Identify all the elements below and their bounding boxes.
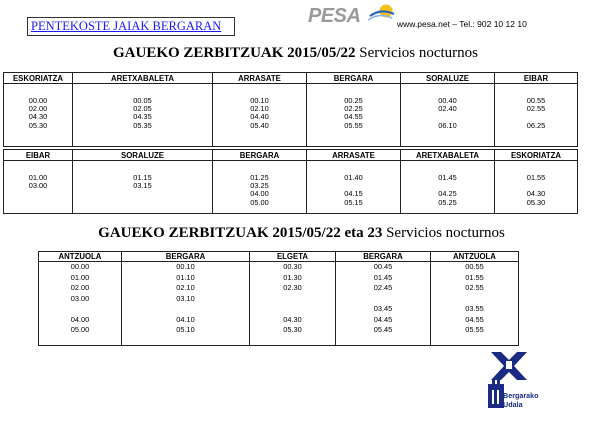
time-column	[307, 161, 401, 214]
column-header: ESKORIATZA	[495, 150, 578, 161]
pesa-sun-icon	[366, 2, 396, 24]
crest-label-line1: Bergarako	[503, 391, 539, 400]
time-column	[336, 262, 431, 346]
time-cell: 01.15	[133, 173, 152, 182]
time-cell: 04.00	[70, 314, 90, 324]
time-cell: 04.40	[250, 112, 269, 122]
column-header: ARRASATE	[307, 150, 401, 161]
time-cell: 02.00	[28, 104, 48, 114]
time-cell: 02.10	[250, 104, 269, 114]
section2-heading-main: GAUEKO ZERBITZUAK 2015/05/22 eta 23	[98, 225, 383, 241]
time-cell: 01.00	[28, 173, 48, 182]
time-column	[4, 84, 73, 147]
column-header: ESKORIATZA	[4, 73, 73, 84]
time-column	[213, 161, 307, 214]
time-cell: 01.45	[373, 272, 393, 282]
column-header: BERGARA	[213, 150, 307, 161]
time-column	[39, 262, 122, 346]
time-column	[307, 84, 401, 147]
time-cell: 02.40	[438, 104, 457, 114]
time-cell: 05.30	[283, 325, 302, 334]
time-cell: 00.00	[28, 96, 48, 105]
time-cell: 04.45	[373, 314, 393, 324]
time-cell: 03.00	[70, 293, 90, 303]
time-cell: 02.30	[283, 283, 302, 292]
time-cell: 04.00	[250, 189, 269, 199]
column-header: ARETXABALETA	[401, 150, 495, 161]
time-cell: 00.10	[250, 96, 269, 105]
time-cell: 04.30	[526, 189, 546, 199]
time-cell: 03.45	[373, 304, 393, 313]
time-cell: 05.45	[373, 325, 393, 334]
time-cell: 05.25	[438, 197, 457, 207]
time-cell: 02.00	[70, 283, 90, 292]
time-cell: 00.55	[526, 96, 546, 105]
column-header: ANTZUOLA	[39, 252, 122, 262]
time-cell: 04.55	[344, 112, 363, 122]
time-cell: 04.15	[344, 189, 363, 199]
time-cell: 03.25	[250, 181, 269, 191]
time-column	[213, 84, 307, 147]
column-header: BERGARA	[307, 73, 401, 84]
time-cell	[250, 295, 335, 306]
time-column	[401, 84, 495, 147]
column-header: SORALUZE	[401, 73, 495, 84]
column-header: BERGARA	[122, 252, 250, 262]
column-header: SORALUZE	[73, 150, 213, 161]
pesa-logo-text: PESA	[308, 5, 361, 27]
time-cell: 05.00	[70, 325, 90, 334]
bergara-council-label	[503, 391, 539, 409]
time-cell: 01.25	[250, 173, 269, 182]
time-cell: 00.30	[283, 262, 302, 271]
time-cell: 05.55	[344, 120, 363, 130]
time-cell: 03.15	[133, 181, 152, 191]
time-column	[73, 161, 213, 214]
time-cell: 02.55	[465, 283, 484, 292]
column-header: ELGETA	[250, 252, 336, 262]
section2-heading-sub: Servicios nocturnos	[386, 225, 505, 241]
time-cell: 05.30	[28, 120, 48, 130]
contact-info: www.pesa.net – Tel.: 902 10 12 10	[397, 19, 527, 29]
time-cell: 01.00	[70, 272, 90, 282]
time-column	[4, 161, 73, 214]
time-cell: 04.25	[438, 189, 457, 199]
time-cell: 06.10	[438, 120, 457, 130]
time-cell: 04.30	[283, 314, 302, 324]
time-cell: 01.10	[176, 272, 195, 282]
time-cell: 00.55	[465, 262, 484, 271]
time-cell: 01.45	[438, 173, 457, 182]
time-cell: 02.25	[344, 104, 363, 114]
time-cell: 03.10	[176, 293, 195, 303]
time-cell: 01.30	[283, 272, 302, 282]
time-cell: 00.45	[373, 262, 393, 271]
time-column	[122, 262, 250, 346]
time-cell: 05.40	[250, 120, 269, 130]
time-cell: 00.00	[70, 262, 90, 271]
crest-label-line2: Udala	[503, 400, 523, 409]
time-column	[431, 262, 519, 346]
time-cell: 04.35	[133, 112, 152, 122]
time-cell: 02.55	[526, 104, 546, 114]
time-column	[495, 84, 578, 147]
time-cell: 02.05	[133, 104, 152, 114]
time-cell: 03.00	[28, 181, 48, 191]
column-header: EIBAR	[495, 73, 578, 84]
time-cell: 00.25	[344, 96, 363, 105]
section1-heading-sub: Servicios nocturnos	[359, 45, 479, 61]
timetable-eskoriatza-eibar	[3, 72, 578, 147]
time-cell: 06.25	[526, 120, 546, 130]
time-cell: 05.55	[465, 325, 484, 334]
time-cell: 00.10	[176, 262, 195, 271]
time-cell: 05.15	[344, 197, 363, 207]
column-header: BERGARA	[336, 252, 431, 262]
time-cell: 02.45	[373, 283, 393, 292]
time-column	[495, 161, 578, 214]
time-cell: 01.55	[465, 272, 484, 282]
column-header: ARETXABALETA	[73, 73, 213, 84]
column-header: ANTZUOLA	[431, 252, 519, 262]
time-column	[73, 84, 213, 147]
time-column	[401, 161, 495, 214]
time-cell: 00.05	[133, 96, 152, 105]
column-header: ARRASATE	[213, 73, 307, 84]
time-cell: 04.30	[28, 112, 48, 122]
section1-heading	[0, 45, 591, 62]
time-cell: 05.00	[250, 197, 269, 207]
time-cell: 05.10	[176, 325, 195, 334]
section2-heading	[0, 225, 591, 242]
time-column	[250, 262, 336, 346]
timetable-eibar-eskoriatza	[3, 149, 578, 214]
time-cell	[39, 305, 121, 316]
time-cell: 05.35	[133, 120, 152, 130]
timetable-antzuola-elgeta	[38, 251, 519, 346]
time-cell: 02.10	[176, 283, 195, 292]
time-cell: 00.40	[438, 96, 457, 105]
time-cell: 01.55	[526, 173, 546, 182]
pesa-logo	[308, 2, 400, 30]
time-cell: 03.55	[465, 304, 484, 313]
time-cell: 05.30	[526, 197, 546, 207]
time-cell	[122, 305, 249, 316]
festival-title: PENTEKOSTE JAIAK BERGARAN	[27, 17, 235, 36]
time-cell: 04.55	[465, 314, 484, 324]
time-cell	[250, 305, 335, 316]
time-cell: 04.10	[176, 314, 195, 324]
column-header: EIBAR	[4, 150, 73, 161]
time-cell: 01.40	[344, 173, 363, 182]
section1-heading-main: GAUEKO ZERBITZUAK 2015/05/22	[112, 45, 356, 61]
